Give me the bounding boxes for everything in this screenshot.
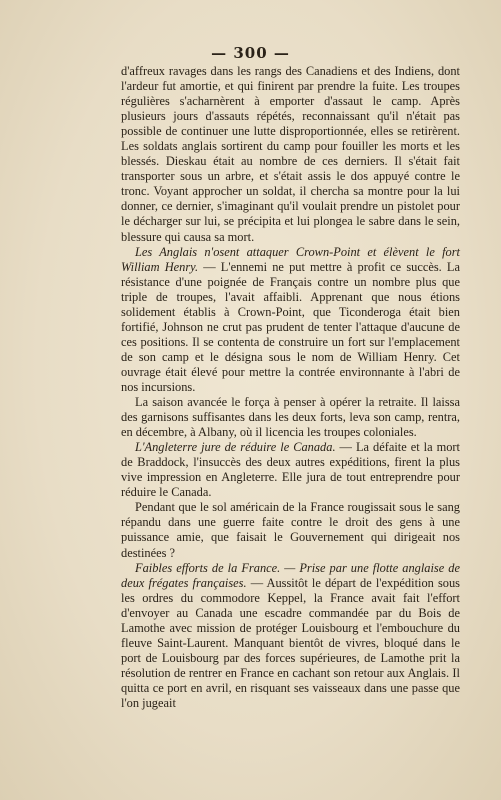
paragraph-heading: L'Angleterre jure de réduire le Canada. [135, 440, 336, 455]
paragraph-text: La saison avancée le força à penser à opérer la retraite. Il laissa des garnisons suffisantes dans les deux forts, leva son camp, rentra, en décembre, à Albany, où il licencia les troupes coloniales. [121, 395, 460, 440]
paragraph-1 [121, 64, 460, 245]
paragraph-text: — La défaite et la mort de Braddock, l'insuccès des deux autres expéditions, firent la plus vive impression en Angleterre. Elle jura de tout entreprendre pour réduire le Canada. [121, 440, 461, 500]
body-text [121, 64, 460, 711]
paragraph-text: Pendant que le sol américain de la France rougissait sous le sang répandu dans une guerre faite contre le droit des gens à une puissance amie, que faisait le Gouvernement qui dirigeait nos destinées ? [121, 500, 460, 560]
paragraph-heading: Faibles efforts de la France. — Prise par une flotte anglaise de deux frégates françaises. [121, 560, 460, 590]
paragraph-2 [121, 245, 460, 395]
paragraph-4 [121, 440, 460, 500]
paragraph-text: — L'ennemi ne put mettre à profit ce succès. La résistance d'une poignée de Français contre un nombre plus que triple de troupes, l'avait affaibli. Apprenant que nous étions solidement établis à Crown-Point, que Ticonderoga était bien fortifié, Johnson ne crut pas prudent de tenter l'attaque d'aucune de ces positions. Il se contenta de construire un fort sur l'emplacement de son camp et le désigna sous le nom de William Henry. Cet ouvrage était élevé pour mettre la contrée environnante à l'abri de nos incursions. [121, 259, 460, 394]
paragraph-text: — Aussitôt le départ de l'expédition sous les ordres du commodore Keppel, la France avait fait l'effort d'envoyer au Canada une escadre commandée par du Bois de Lamothe avec mission de protéger Louisbourg et l'embouchure du fleuve Saint-Laurent. Manquant bientôt de vivres, bloqué dans le port de Louisbourg par des forces supérieures, de Lamothe prit la résolution de rentrer en France en cachant son retour aux Anglais. Il quitta ce port en avril, en risquant ses vaisseaux dans une passe que l'on jugeait [121, 575, 460, 710]
paragraph-5 [121, 500, 460, 560]
paragraph-6 [121, 561, 460, 711]
paragraph-text: d'affreux ravages dans les rangs des Canadiens et des Indiens, dont l'ardeur fut amortie, et qui finirent par prendre la fuite. Les troupes régulières s'acharnèrent à emporter d'assaut le camp. Après plusieurs jours d'assauts répétés, reconnaissant qu'il n'était pas possible de continuer une lutte disproportionnée, elles se retirèrent. Les soldats anglais sortirent du camp pour fouiller les morts et les blessés. Dieskau était au nombre de ces derniers. Il s'était fait transporter sous un arbre, et s'était assis le dos appuyé contre le tronc. Voyant approcher un soldat, il chercha sa montre pour la lui donner, ce dernier, s'imaginant qu'il voulait prendre un pistolet pour le décharger sur lui, se précipita et lui plongea le sabre dans le sein, blessure qui causa sa mort. [121, 64, 460, 244]
paragraph-3 [121, 395, 460, 440]
paragraph-heading: Les Anglais n'osent attaquer Crown-Point et élèvent le fort William Henry. [121, 244, 460, 274]
page-number: — 300 — [211, 44, 290, 62]
